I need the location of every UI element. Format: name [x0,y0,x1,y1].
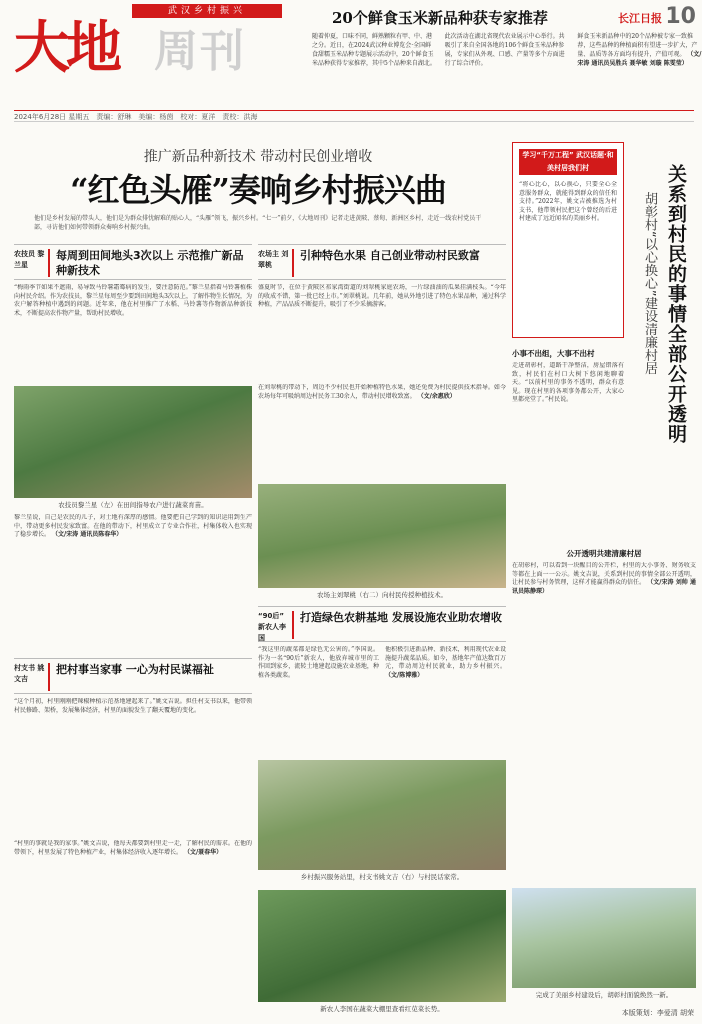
right-article-part-2 [512,544,696,872]
dateline: 2024年6月28日 星期五 责编：舒琳 美编：杨茵 校对：夏洋 责校：洪海 [14,110,694,122]
section-3-byline: 村支书 姚文吉 [14,664,45,683]
vertical-title-group [626,164,688,464]
vertical-subtitle: 胡彰村“以心换心”建设清廉村居 [642,192,657,375]
top-story-col-3-text: 鲜食玉米新品种中的20个品种被专家一致推荐，这些品种的种植面积有望进一步扩大，产量、品质等各方面均有提升，产值可观。 [577,33,698,58]
section-3-credit: （文/聂春华） [183,848,223,856]
section-3-photo [258,890,506,1013]
top-story-headline: 20个鲜食玉米新品种获专家推荐 [332,9,548,27]
section-4-credit: （文/陈博雅） [385,671,424,679]
top-story-col-1: 随着仲夏，口味不同，鲜熟颗粒有甲、中、港之分。近日，在2024武汉种业博览会·全国鲜食甜糯玉米品种专题展示活动中，20个鲜食玉米品种获得专家推荐，其中5个品种来自湖北。 [312,33,436,67]
section-1-photo-caption: 农技员黎兰星（左）在田间指导农户进行蔬菜育苗。 [58,501,208,509]
right-credit: （文/宋涛 刘帅 通讯员陈静琛） [512,579,696,595]
section-3-photo-caption: 新农人李国在蔬菜大棚里查看红苋菜长势。 [320,1005,444,1013]
section-4-text-a: “我这里的蔬菜都是绿色无公害的。”李国说。作为一名“90后”新农人，他放弃城市里的工作回到家乡，流转土地建起设施农业基地，种植各类蔬菜。 [258,646,379,679]
feature-subtitle: 推广新品种新技术 带动村民创业增收 [143,149,373,165]
right-article-part-1 [512,344,624,542]
logo-title-red: 大地 [14,15,118,81]
paper-name: 长江日报 [618,12,662,25]
section-3-text-b-content: “村里的事就是我的家事。”姚文吉说，他每天都要到村里走一走，了解村民的需求。在他的带领下，村里发展了特色种植产业，村集体经济收入逐年增长。 [14,840,252,856]
right-photo-caption: 完成了美丽乡村建设后，胡彰村面貌焕然一新。 [535,991,673,999]
vertical-title: 关系到村民的事情全部公开透明 [665,164,687,444]
section-logo [14,2,310,104]
section-4-columns [258,646,506,754]
top-story-credit: （文/宋涛 通讯员吴胜兵 聂华敏 刘璇 陈雯莹） [577,51,702,67]
section-4-title: 打造绿色农耕基地 发展设施农业助农增收 [300,611,502,624]
middle-column [258,244,506,1016]
section-1-text-b [14,514,252,650]
right-text-2 [512,562,696,872]
section-4-text-b-content: 他积极引进新品种、新技术，利用现代农业设施提升蔬菜品质。如今，基地年产值达数百万元，带动周边村民就业，助力乡村振兴。 [385,646,506,671]
section-3-title: 把村事当家事 一心为村民谋福祉 [56,663,214,676]
right-column [512,124,696,1016]
section-1-header [14,244,252,280]
section-2-byline: 农场主 刘翠桃 [258,250,289,269]
section-2-text-a: 盛夏时节，在位于黄陂区祁家湾街道的刘翠桃家庭农场，一片绿油油的瓜果挂满枝头。“今年的收成不错，第一批已经上市。”刘翠桃说。几年前，她从外地引进了特色水果品种，通过科学种植，产品品质不断提升，吸引了不少采摘游客。 [258,284,506,309]
section-4-divider [292,611,294,639]
section-2-photo-caption: 农场主刘翠桃（右二）向村民传授种植技术。 [317,591,447,599]
right-subhead-1: 小事不出组，大事不出村 [512,349,595,358]
right-text-2-content: 在胡彰村，可以看到一块醒目的公开栏，村里的大小事务、财务收支等都在上面一一公示。姚文吉说，关系到村民的事情全部公开透明，让村民参与村务管理，这样才能赢得群众的信任。 [512,562,696,587]
top-story [312,4,702,106]
top-story-col-2: 此次活动在湖北省现代农业展示中心举行。共吸引了来自全国各地的106个鲜食玉米品种参展，专家们从外观、口感、产量等多个方面进行了综合评价。 [444,33,565,67]
topic-tag: 学习“千万工程” 武汉话题·和美村居我们村 [519,149,617,175]
section-4-photo-caption: 乡村振兴服务站里，村支书姚文吉（右）与村民话家常。 [300,873,464,881]
section-1-credit: （文/宋涛 通讯员陈春华） [51,531,123,539]
feature-header [14,124,502,244]
section-4-header [258,606,506,642]
right-photo [512,888,696,999]
feature-title: “红色头雁”奏响乡村振兴曲 [70,171,446,209]
top-story-col-3 [577,32,702,106]
section-1-text-b-content: 黎兰星说，自己是农民的儿子，对土地有深厚的感情。他要把自己学到的知识运用到生产中，带动更多村民发家致富。在他的带动下，村里成立了专业合作社，村集体收入也实现了稳步增长。 [14,514,252,539]
section-2-credit: （文/余惠欣） [417,392,456,400]
section-1-byline: 农技员 黎兰星 [14,250,45,269]
section-2-text-b-content: 在刘翠桃的带动下，周边不少村民也开始种植特色水果，她还免费为村民提供技术指导。如今农场每年可吸纳周边村民务工30余人，带动村民增收致富。 [258,384,506,400]
section-4-text-b [385,646,506,754]
section-3-text-b [14,840,252,978]
section-2-text-b [258,384,506,480]
masthead [0,0,702,110]
section-4-byline: “90后” 新农人李国 [258,612,286,642]
section-3-header [14,658,252,694]
section-2-divider [292,249,294,277]
section-1-text-a: “梅雨季节如果不遮雨，易导致马铃薯霜霉病的发生，要注意防范。”黎兰星指着马铃薯植株向村民介绍。作为农技员，黎兰星每周至少要到田间地头3次以上，了解作物生长情况，为农户解答种植中遇到的问题。近年来，他在村里推广了水稻、马铃薯等作物新品种新技术，不断提高农作物产量，帮助村民增收。 [14,284,252,317]
section-1-divider [48,249,50,277]
logo-tagline: 武汉乡村振兴 [132,4,282,18]
section-4-photo [258,760,506,881]
feature-intro: 他们是乡村发展的带头人，他们是为群众排忧解难的贴心人，“头雁”领飞，振兴乡村。“七一”前夕，《大地周刊》记者走进黄陂、蔡甸、新洲区乡村，走近一线农村党员干部，寻访他们如何带领群众奏响乡村振兴曲。 [34,215,482,231]
page-number: 10 [665,4,696,29]
section-2-title: 引种特色水果 自己创业带动村民致富 [300,249,480,262]
section-3-text-a: “这个月初，村里刚刚把辣椒种植示范基地建起来了。”姚文吉说。担任村支书以来，他带领村民修路、架桥，发展集体经济，村里的面貌发生了翻天覆地的变化。 [14,698,252,714]
topic-box-text: “将心比心，以心换心，只要全心全意服务群众，就能得到群众的信任和支持。”2022年，姚文吉被推选为村支书，他带领村民把这个曾经的后进村建成了远近闻名的美丽乡村。 [519,181,617,223]
section-1-photo [14,386,252,509]
left-column [14,244,252,1016]
section-1-title: 每周到田间地头3次以上 示范推广新品种新技术 [56,249,244,277]
right-text-1: 走进胡彰村，道路干净整洁，房屋错落有致，村民们在村口大树下悠闲地聊着天。“以前村里的事务不透明，群众有意见。现在村里的各项事务都公开，大家心里都亮堂了。”村民说。 [512,362,624,404]
page-footer: 本版策划：李爱清 胡荣 [621,1009,694,1017]
right-subhead-2: 公开透明共建清廉村居 [566,549,642,558]
section-2-photo [258,484,506,599]
logo-title-gray: 周刊 [154,26,246,77]
section-3-divider [48,663,50,691]
top-story-columns [312,32,702,106]
section-2-header [258,244,506,280]
topic-box [512,142,624,338]
